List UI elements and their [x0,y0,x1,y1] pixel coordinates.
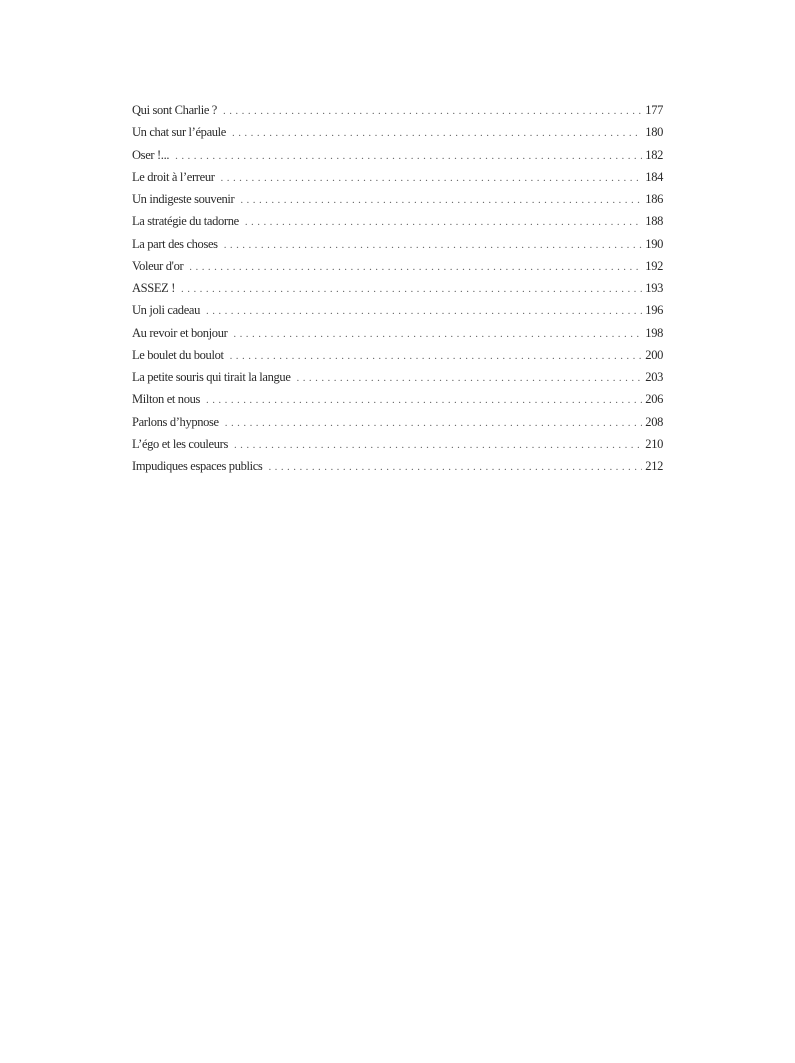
toc-entry-page-number: 184 [645,169,663,184]
toc-entry [132,168,663,190]
dot-leader [245,213,642,231]
toc-entry [132,212,663,234]
dot-leader [232,124,642,142]
toc-entry-page-number: 192 [645,258,663,273]
toc-entry-page-number: 196 [645,303,663,318]
toc-entry-page-number: 182 [645,147,663,162]
toc-entry [132,390,663,412]
dot-leader [230,347,642,365]
toc-entry-page-number: 200 [645,347,663,362]
dot-leader [223,102,642,120]
table-of-contents [132,101,663,479]
toc-entry-page-number: 190 [645,236,663,251]
toc-entry-page-number: 210 [645,436,663,451]
toc-entry-title: Voleur d'or [132,258,184,273]
dot-leader [268,458,642,476]
dot-leader [225,414,642,432]
dot-leader [181,280,642,298]
toc-entry-title: L’égo et les couleurs [132,436,228,451]
toc-entry-page-number: 206 [645,392,663,407]
toc-entry-page-number: 203 [645,370,663,384]
toc-entry [132,146,663,168]
toc-entry-title: Qui sont Charlie ? [132,103,218,117]
dot-leader [234,436,642,454]
toc-entry [132,324,663,346]
dot-leader [233,325,642,343]
toc-entry-title: La petite souris qui tirait la langue [132,370,291,384]
toc-entry-title: Oser !... [132,147,170,162]
toc-entry [132,413,663,435]
toc-entry [132,101,663,123]
toc-entry-page-number: 188 [645,214,663,229]
toc-entry [132,257,663,279]
toc-entry [132,368,663,390]
toc-entry-page-number: 198 [645,325,663,340]
toc-entry-title: ASSEZ ! [132,281,176,295]
toc-entry-title: Impudiques espaces publics [132,459,263,473]
dot-leader [224,236,642,254]
toc-entry [132,301,663,323]
dot-leader [206,302,642,320]
toc-entry [132,190,663,212]
toc-entry [132,235,663,257]
dot-leader [206,391,642,409]
toc-entry-page-number: 186 [645,192,663,206]
dot-leader [221,169,642,187]
toc-entry-title: Le boulet du boulot [132,347,224,362]
toc-entry-page-number: 208 [645,414,663,429]
toc-entry-title: Au revoir et bonjour [132,325,228,340]
toc-entry-title: Parlons d’hypnose [132,414,219,429]
toc-entry-title: Milton et nous [132,392,201,407]
dot-leader [240,191,642,209]
toc-entry [132,279,663,301]
toc-entry-page-number: 193 [645,281,663,295]
dot-leader [297,369,642,387]
toc-entry-page-number: 177 [645,103,663,117]
toc-entry-page-number: 180 [645,125,663,140]
dot-leader [189,258,642,276]
toc-entry-title: Un indigeste souvenir [132,192,235,206]
toc-entry [132,123,663,145]
toc-entry [132,435,663,457]
toc-entry [132,457,663,479]
toc-entry [132,346,663,368]
toc-entry-title: Un joli cadeau [132,303,200,318]
toc-entry-title: Un chat sur l’épaule [132,125,227,140]
dot-leader [175,147,642,165]
toc-entry-page-number: 212 [645,459,663,473]
toc-entry-title: La stratégie du tadorne [132,214,239,229]
toc-entry-title: Le droit à l’erreur [132,169,215,184]
toc-entry-title: La part des choses [132,236,218,251]
